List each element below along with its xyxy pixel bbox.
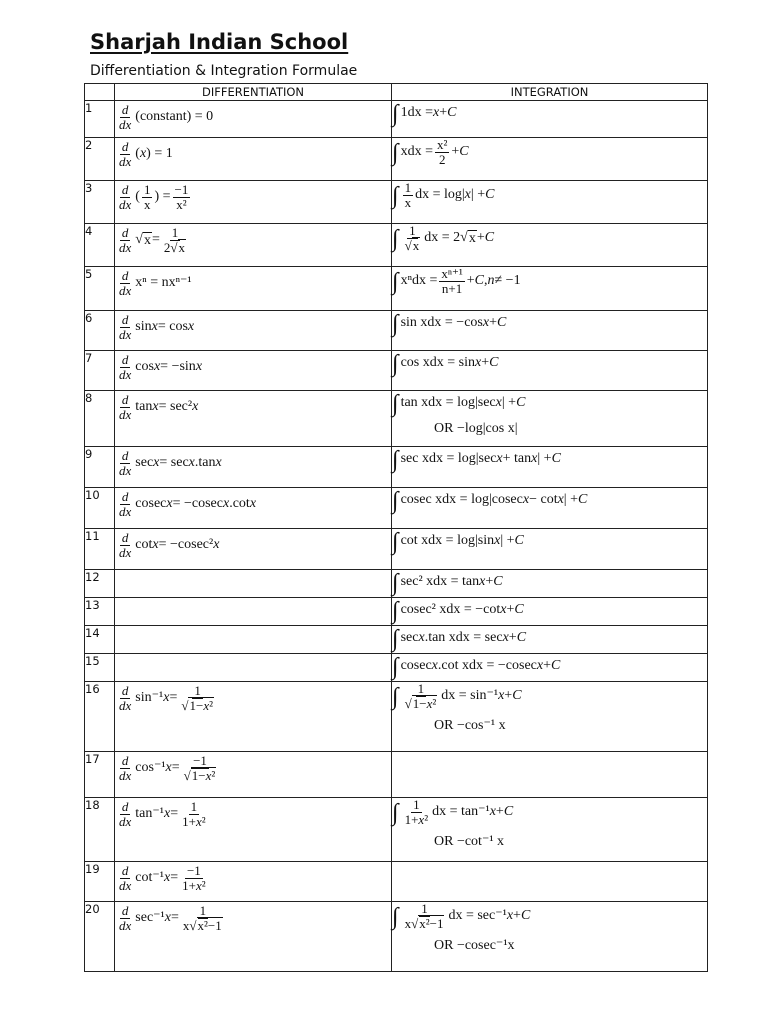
- integration-formula: [392, 570, 708, 598]
- table-row: [85, 311, 708, 351]
- table-row: [85, 626, 708, 654]
- diff-formula-text: $\frac{d}{dx}$ cosec x = −cosec x .cot x: [119, 489, 257, 519]
- differentiation-formula: [115, 447, 392, 488]
- int-formula-text: ∫ cot xdx = log|sin x | + C: [392, 529, 524, 555]
- differentiation-formula: [115, 654, 392, 682]
- table-row: [85, 598, 708, 626]
- table-row: [85, 351, 708, 391]
- alternate-integral: OR −log|cos x|: [434, 421, 518, 436]
- row-number: 17: [85, 752, 115, 798]
- diff-formula-text: $\frac{d}{dx}$ ( x ) = 1: [119, 139, 173, 169]
- differentiation-formula: [115, 902, 392, 972]
- row-number: 1: [85, 101, 115, 138]
- row-number: 18: [85, 798, 115, 862]
- int-formula-text: ∫ sec x .tan xdx = sec x + C: [392, 626, 527, 652]
- row-number: 13: [85, 598, 115, 626]
- row-number: 9: [85, 447, 115, 488]
- alternate-integral: OR −cot⁻¹ x: [434, 833, 505, 849]
- integration-formula: [392, 351, 708, 391]
- int-formula-text: ∫ xⁿdx = $\frac{\text{xⁿ⁺¹}}{n+1}$ + C , n ≠ −1: [392, 266, 521, 296]
- table-row: [85, 267, 708, 311]
- table-row: [85, 752, 708, 798]
- diff-formula-text: $\frac{d}{dx}$ cos⁻¹ x = $\frac{-1}{\text{√1−x²}}$: [119, 753, 216, 783]
- differentiation-formula: [115, 752, 392, 798]
- differentiation-formula: [115, 488, 392, 529]
- row-number: 14: [85, 626, 115, 654]
- differentiation-formula: [115, 626, 392, 654]
- diff-formula-text: $\frac{d}{dx}$ sec⁻¹ x = $\frac{1}{\text{x√x²−1}}$: [119, 903, 222, 933]
- differentiation-formula: [115, 682, 392, 752]
- integration-formula: [392, 101, 708, 138]
- table-row: [85, 224, 708, 267]
- table-row: [85, 138, 708, 181]
- differentiation-formula: [115, 529, 392, 570]
- integration-formula: [392, 488, 708, 529]
- diff-formula-text: $\frac{d}{dx}$ sin x = cos x: [119, 312, 195, 342]
- table-row: [85, 682, 708, 752]
- differentiation-formula: [115, 181, 392, 224]
- row-number: 20: [85, 902, 115, 972]
- integration-formula: [392, 224, 708, 267]
- row-number: 2: [85, 138, 115, 181]
- diff-formula-text: $\frac{d}{dx}$ cot x = −cosec² x: [119, 530, 220, 560]
- integration-formula: [392, 138, 708, 181]
- row-number: 3: [85, 181, 115, 224]
- table-row: [85, 529, 708, 570]
- formula-table: [84, 83, 708, 972]
- table-row: [85, 488, 708, 529]
- school-title: Sharjah Indian School: [90, 30, 349, 54]
- integration-formula: [392, 654, 708, 682]
- differentiation-formula: [115, 224, 392, 267]
- table-row: [85, 101, 708, 138]
- alternate-integral: OR −cos⁻¹ x: [434, 717, 506, 733]
- int-formula-text: ∫ tan xdx = log|sec x | + C: [392, 391, 526, 417]
- int-formula-text: ∫ 1dx = x + C: [392, 101, 457, 127]
- table-row: [85, 391, 708, 447]
- document-subtitle: Differentiation & Integration Formulae: [90, 63, 358, 79]
- integration-formula: [392, 902, 708, 972]
- int-formula-text: ∫ xdx = $\frac{\text{x²}}{2}$ + C: [392, 137, 469, 167]
- integration-formula: [392, 798, 708, 862]
- row-number: 11: [85, 529, 115, 570]
- alternate-integral: OR −cosec⁻¹x: [434, 937, 515, 953]
- integration-formula: [392, 529, 708, 570]
- integration-formula: [392, 391, 708, 447]
- differentiation-formula: [115, 138, 392, 181]
- table-row: [85, 570, 708, 598]
- integration-formula: [392, 598, 708, 626]
- diff-formula-text: $\frac{d}{dx}$ cot⁻¹ x = $\frac{-1}{\text{1+x²}}$: [119, 863, 206, 893]
- int-formula-text: ∫ $\frac{1}{√x}$ dx = 2√ x + C: [392, 223, 495, 253]
- int-formula-text: ∫ $\frac{1}{\text{1+x²}}$ dx = tan⁻¹ x + C: [392, 797, 514, 827]
- row-number: 19: [85, 862, 115, 902]
- int-formula-text: ∫ cosec x .cot xdx = −cosec x + C: [392, 654, 561, 680]
- diff-formula-text: $\frac{d}{dx}$ tan x = sec² x: [119, 392, 199, 422]
- diff-formula-text: $\frac{d}{dx}$ sin⁻¹ x = $\frac{1}{\text{√1−x²}}$: [119, 683, 214, 713]
- integration-formula: [392, 311, 708, 351]
- int-formula-text: ∫ cosec² xdx = −cot x + C: [392, 598, 524, 624]
- header-number: [85, 84, 115, 101]
- int-formula-text: ∫ $\frac{1}{x}$ dx = log| x | + C: [392, 180, 495, 210]
- int-formula-text: ∫ sec² xdx = tan x + C: [392, 570, 503, 596]
- int-formula-text: ∫ $\frac{1}{\text{x√x²−1}}$ dx = sec⁻¹ x + C: [392, 901, 531, 931]
- integration-formula: [392, 862, 708, 902]
- differentiation-formula: [115, 351, 392, 391]
- row-number: 6: [85, 311, 115, 351]
- integration-formula: [392, 752, 708, 798]
- diff-formula-text: $\frac{d}{dx}$ cos x = −sin x: [119, 352, 203, 382]
- int-formula-text: ∫ cos xdx = sin x + C: [392, 351, 499, 377]
- differentiation-formula: [115, 598, 392, 626]
- integration-formula: [392, 682, 708, 752]
- integration-formula: [392, 626, 708, 654]
- header-differentiation: DIFFERENTIATION: [115, 84, 392, 101]
- table-row: [85, 798, 708, 862]
- table-header-row: [85, 84, 708, 101]
- header-integration: INTEGRATION: [392, 84, 708, 101]
- diff-formula-text: $\frac{d}{dx}$ tan⁻¹ x = $\frac{1}{\text{1+x²}}$: [119, 799, 206, 829]
- table-row: [85, 447, 708, 488]
- integration-formula: [392, 267, 708, 311]
- row-number: 4: [85, 224, 115, 267]
- integration-formula: [392, 447, 708, 488]
- diff-formula-text: $\frac{d}{dx}$ sec x = sec x .tan x: [119, 448, 222, 478]
- differentiation-formula: [115, 862, 392, 902]
- diff-formula-text: $\frac{d}{dx}$ ( $\frac{1}{x}$ ) = $\frac{-1}{\text{x²}}$: [119, 182, 189, 212]
- row-number: 16: [85, 682, 115, 752]
- integration-formula: [392, 181, 708, 224]
- int-formula-text: ∫ cosec xdx = log|cosec x − cot x | + C: [392, 488, 588, 514]
- differentiation-formula: [115, 101, 392, 138]
- differentiation-formula: [115, 267, 392, 311]
- differentiation-formula: [115, 570, 392, 598]
- differentiation-formula: [115, 311, 392, 351]
- row-number: 5: [85, 267, 115, 311]
- row-number: 8: [85, 391, 115, 447]
- table-row: [85, 654, 708, 682]
- diff-formula-text: $\frac{d}{dx}$ (constant) = 0: [119, 102, 214, 132]
- differentiation-formula: [115, 391, 392, 447]
- row-number: 15: [85, 654, 115, 682]
- row-number: 7: [85, 351, 115, 391]
- int-formula-text: ∫ $\frac{1}{\text{√1−x²}}$ dx = sin⁻¹ x + C: [392, 681, 522, 711]
- int-formula-text: ∫ sin xdx = −cos x + C: [392, 311, 507, 337]
- diff-formula-text: $\frac{d}{dx}$ √ x = $\frac{1}{2√x}$: [119, 225, 186, 255]
- row-number: 10: [85, 488, 115, 529]
- row-number: 12: [85, 570, 115, 598]
- differentiation-formula: [115, 798, 392, 862]
- int-formula-text: ∫ sec xdx = log|sec x + tan x | + C: [392, 447, 561, 473]
- table-row: [85, 902, 708, 972]
- table-row: [85, 181, 708, 224]
- table-row: [85, 862, 708, 902]
- diff-formula-text: $\frac{d}{dx}$ xⁿ = nxⁿ⁻¹: [119, 268, 192, 298]
